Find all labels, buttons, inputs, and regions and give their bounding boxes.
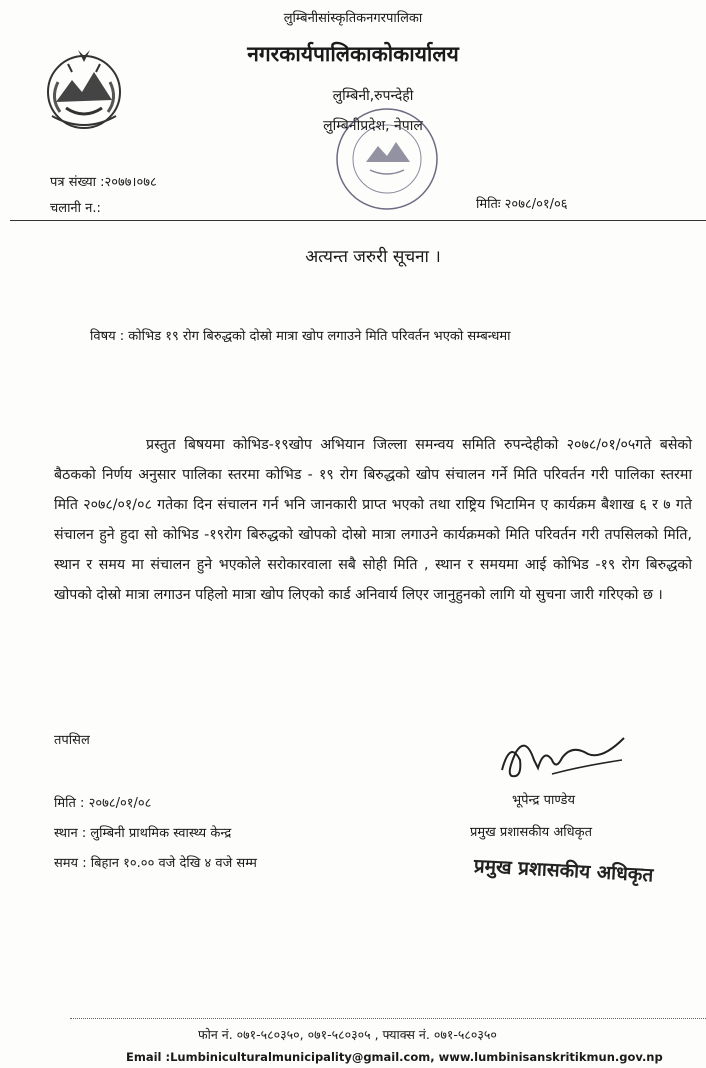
dispatch-number: चलानी न.: — [50, 201, 101, 216]
letter-date: मितिः २०७८/०१/०६ — [476, 197, 568, 212]
footer-divider — [70, 1018, 706, 1019]
signatory-name: भूपेन्द्र पाण्डेय — [512, 793, 575, 808]
notice-title: अत्यन्त जरुरी सूचना । — [305, 247, 441, 267]
signatory-stamp: प्रमुख प्रशासकीय अधिकृत — [473, 855, 654, 887]
detail-place: स्थान : लुम्बिनी प्राथमिक स्वास्थ्य केन्द्र — [54, 826, 232, 841]
detail-date: मिति : २०७८/०१/०८ — [54, 796, 152, 811]
header-divider — [10, 220, 706, 221]
handwritten-signature — [492, 730, 632, 788]
reference-number: पत्र संख्या :२०७७।०७८ — [50, 175, 157, 190]
organization-name: लुम्बिनीसांस्कृतिकनगरपालिका — [283, 11, 423, 26]
signatory-title: प्रमुख प्रशासकीय अधिकृत — [470, 825, 593, 840]
details-heading: तपसिल — [54, 733, 90, 748]
office-name: नगरकार्यपालिकाकोकार्यालय — [247, 42, 459, 66]
city-line: लुम्बिनी,रुपन्देही — [332, 88, 414, 104]
body-paragraph: प्रस्तुत बिषयमा कोभिड-१९खोप अभियान जिल्ला समन्वय समिति रुपन्देहीको २०७८/०१/०५गते बसेको बैठकको निर्णय अनुसार पालिका स्तरमा कोभिड - १९ रोग बिरुद्धको खोप संचालन गर्ने मिति परिवर्तन गरी पालिका स्तरमा मिति २०७८/०१/०८ गतेका दिन संचालन गर्न भनि जानकारी प्राप्त भएको तथा राष्ट्रिय भिटामिन ए कार्यक्रम बैशाख ६ र ७ गते संचालन हुने हुदा सो कोभिड -१९रोग बिरुद्धको खोपको दोस्रो मात्रा लगाउने कार्यक्रमको मिति परिवर्तन गरी तपसिलको मिति, स्थान र समय मा संचालन हुने भएकोले सरोकारवाला सबै सोही मिति , स्थान र समयमा आई कोभिड -१९ रोग बिरुद्धको खोपको दोस्रो मात्रा लगाउन पहिलो मात्रा खोप लिएको कार्ड अनिवार्य लिएर जानुहुनको लागि यो सुचना जारी गरिएको छ । — [54, 437, 692, 603]
detail-time: समय : बिहान १०.०० वजे देखि ४ वजे सम्म — [54, 856, 257, 871]
subject-line: विषय : कोभिड १९ रोग बिरुद्धको दोस्रो मात्रा खोप लगाउने मिति परिवर्तन भएको सम्बन्धमा — [90, 329, 511, 344]
footer-email: Email :Lumbiniculturalmunicipality@gmail.com, www.lumbinisanskritikmun.gov.np — [126, 1050, 663, 1064]
office-seal-icon — [332, 104, 442, 214]
province-line: लुम्बिनीप्रदेश, नेपाल — [323, 118, 423, 134]
footer-phone: फोन नं. ०७१-५८०३५०, ०७१-५८०३०५ , फ्याक्स नं. ०७१-५८०३५० — [198, 1027, 497, 1042]
